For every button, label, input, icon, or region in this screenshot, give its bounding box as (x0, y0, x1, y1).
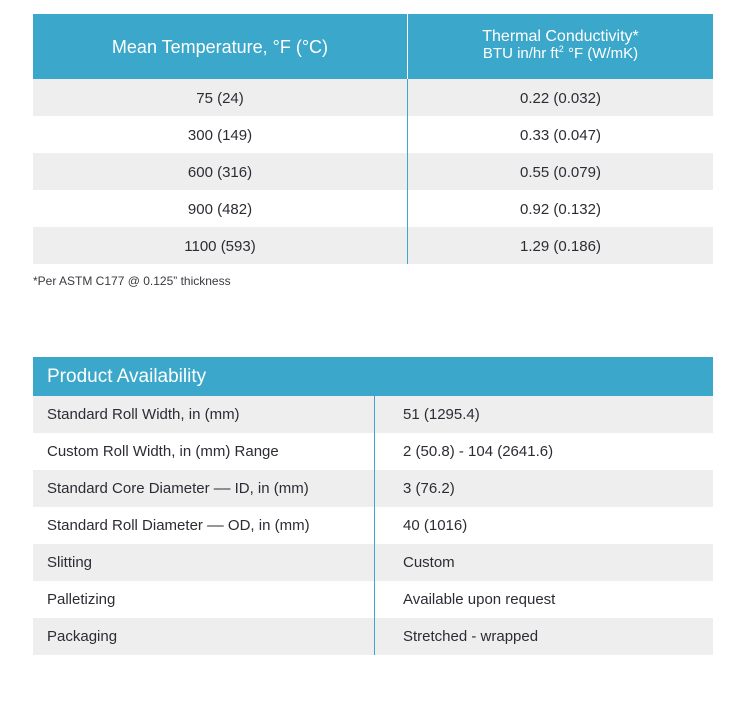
table-row (33, 507, 713, 544)
spec-label: Standard Core Diameter –– ID, in (mm) (47, 480, 309, 497)
conductivity-cell: 0.22 (0.032) (520, 89, 601, 107)
availability-title: Product Availability (33, 357, 713, 396)
temperature-cell: 900 (482) (187, 200, 253, 218)
spec-value: Available upon request (403, 591, 556, 608)
table-row (33, 116, 713, 153)
spec-label: Standard Roll Width, in (mm) (47, 406, 240, 423)
table-row (33, 227, 713, 264)
astm-footnote: *Per ASTM C177 @ 0.125” thickness (33, 274, 231, 288)
spec-label: Standard Roll Diameter –– OD, in (mm) (47, 517, 310, 534)
spec-value: 40 (1016) (403, 517, 468, 534)
table-row (33, 581, 713, 618)
conductivity-cell: 1.29 (0.186) (520, 237, 601, 255)
thermal-conductivity-table (33, 14, 713, 264)
temperature-cell: 75 (24) (196, 89, 244, 107)
thermal-table-header (33, 14, 713, 79)
table-row (33, 618, 713, 655)
temperature-cell: 600 (316) (187, 163, 253, 181)
spec-label: Slitting (47, 554, 93, 571)
table-row (33, 153, 713, 190)
spec-value: 2 (50.8) - 104 (2641.6) (403, 443, 554, 460)
product-availability-table (33, 357, 713, 655)
spec-value: 3 (76.2) (403, 480, 455, 497)
conductivity-cell: 0.33 (0.047) (520, 126, 601, 144)
table-row (33, 433, 713, 470)
header-thermal-conductivity (408, 14, 713, 79)
spec-label: Custom Roll Width, in (mm) Range (47, 443, 279, 460)
spec-label: Packaging (47, 628, 118, 645)
spec-value: Custom (403, 554, 455, 571)
temperature-cell: 300 (149) (187, 126, 253, 144)
spec-value: Stretched - wrapped (403, 628, 539, 645)
table-row (33, 544, 713, 581)
spec-value: 51 (1295.4) (403, 406, 480, 423)
table-row (33, 396, 713, 433)
temperature-cell: 1100 (593) (184, 237, 256, 255)
conductivity-cell: 0.92 (0.132) (520, 200, 601, 218)
table-row (33, 190, 713, 227)
header-conductivity-title: Thermal Conductivity* (482, 27, 639, 45)
units-part-2: °F (W/mK) (563, 44, 639, 62)
spec-label: Palletizing (47, 591, 116, 608)
units-superscript: 2 (558, 43, 564, 54)
table-row (33, 79, 713, 116)
units-part-1: BTU in/hr ft (482, 44, 559, 62)
table-row (33, 470, 713, 507)
conductivity-cell: 0.55 (0.079) (520, 163, 601, 181)
header-mean-temperature: Mean Temperature, °F (°C) (111, 37, 329, 57)
header-conductivity-units (483, 45, 638, 62)
